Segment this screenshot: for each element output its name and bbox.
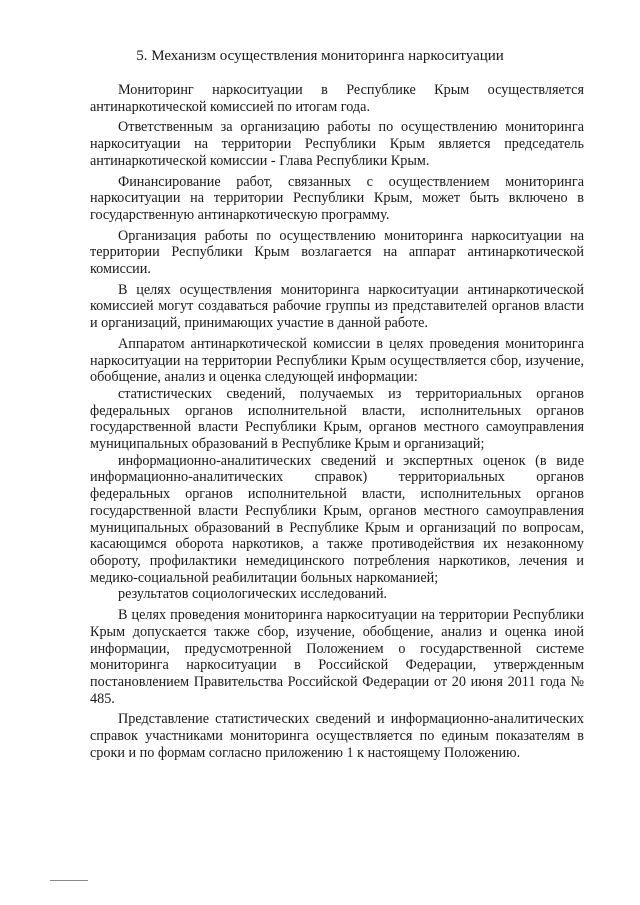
list-item-sociology: результатов социологических исследований. — [118, 586, 388, 603]
document-body — [90, 82, 584, 765]
paragraph-submission: Представление статистических сведений и информационно-аналитических справок участниками мониторинга осуществляется по единым показателям в сроки и по формам согласно приложению 1 к настоящему Положению. — [90, 711, 584, 761]
paragraph-monitoring-body: Мониторинг наркоситуации в Республике Крым осуществляется антинаркотической комиссией по итогам года. — [90, 82, 584, 115]
paragraph-information-collection: Аппаратом антинаркотической комиссии в целях проведения мониторинга наркоситуации на территории Республики Крым осуществляется сбор, изучение, обобщение, анализ и оценка следующей информации: — [90, 335, 584, 386]
footer-divider — [50, 880, 88, 881]
list-item-analytics: информационно-аналитических сведений и экспертных оценок (в виде информационно-аналитических справок) территориальных органов федеральных органов исполнительной власти, исполнительных органов государственной власти Республики Крым, органов местного самоуправления муниципальных образований в Республике Крым и организаций по вопросам, касающимся оборота наркотиков, а также противодействия их незаконному обороту, профилактики немедицинского потребления наркотиков, лечения и медико-социальной реабилитации больных наркоманией; — [90, 452, 584, 586]
section-title: 5. Механизм осуществления мониторинга наркоситуации — [136, 48, 504, 64]
paragraph-organization: Организация работы по осуществлению мониторинга наркоситуации на территории Республики Крым возлагается на аппарат антинаркотической комиссии. — [90, 227, 584, 278]
paragraph-working-groups: В целях осуществления мониторинга наркоситуации антинаркотической комиссией могут создаваться рабочие группы из представителей органов власти и организаций, принимающих участие в данной работе. — [90, 281, 584, 332]
list-item-statistics: статистических сведений, получаемых из территориальных органов федеральных органов исполнительной власти, исполнительных органов государственной власти Республики Крым, органов местного самоуправления муниципальных образований в Республике Крым и организаций; — [90, 385, 584, 453]
paragraph-other-information: В целях проведения мониторинга наркоситуации на территории Республики Крым допускается также сбор, изучение, обобщение, анализ и оценка иной информации, предусмотренной Положением о государственной системе мониторинга наркоситуации в Российской Федерации, утвержденным постановлением Правительства Российской Федерации от 20 июня 2011 года № 485. — [90, 607, 584, 707]
paragraph-financing: Финансирование работ, связанных с осуществлением мониторинга наркоситуации на территории Республики Крым, может быть включено в государственную антинаркотическую программу. — [90, 173, 584, 223]
paragraph-responsible: Ответственным за организацию работы по осуществлению мониторинга наркоситуации на территории Республики Крым является председатель антинаркотической комиссии - Глава Республики Крым. — [90, 119, 584, 169]
